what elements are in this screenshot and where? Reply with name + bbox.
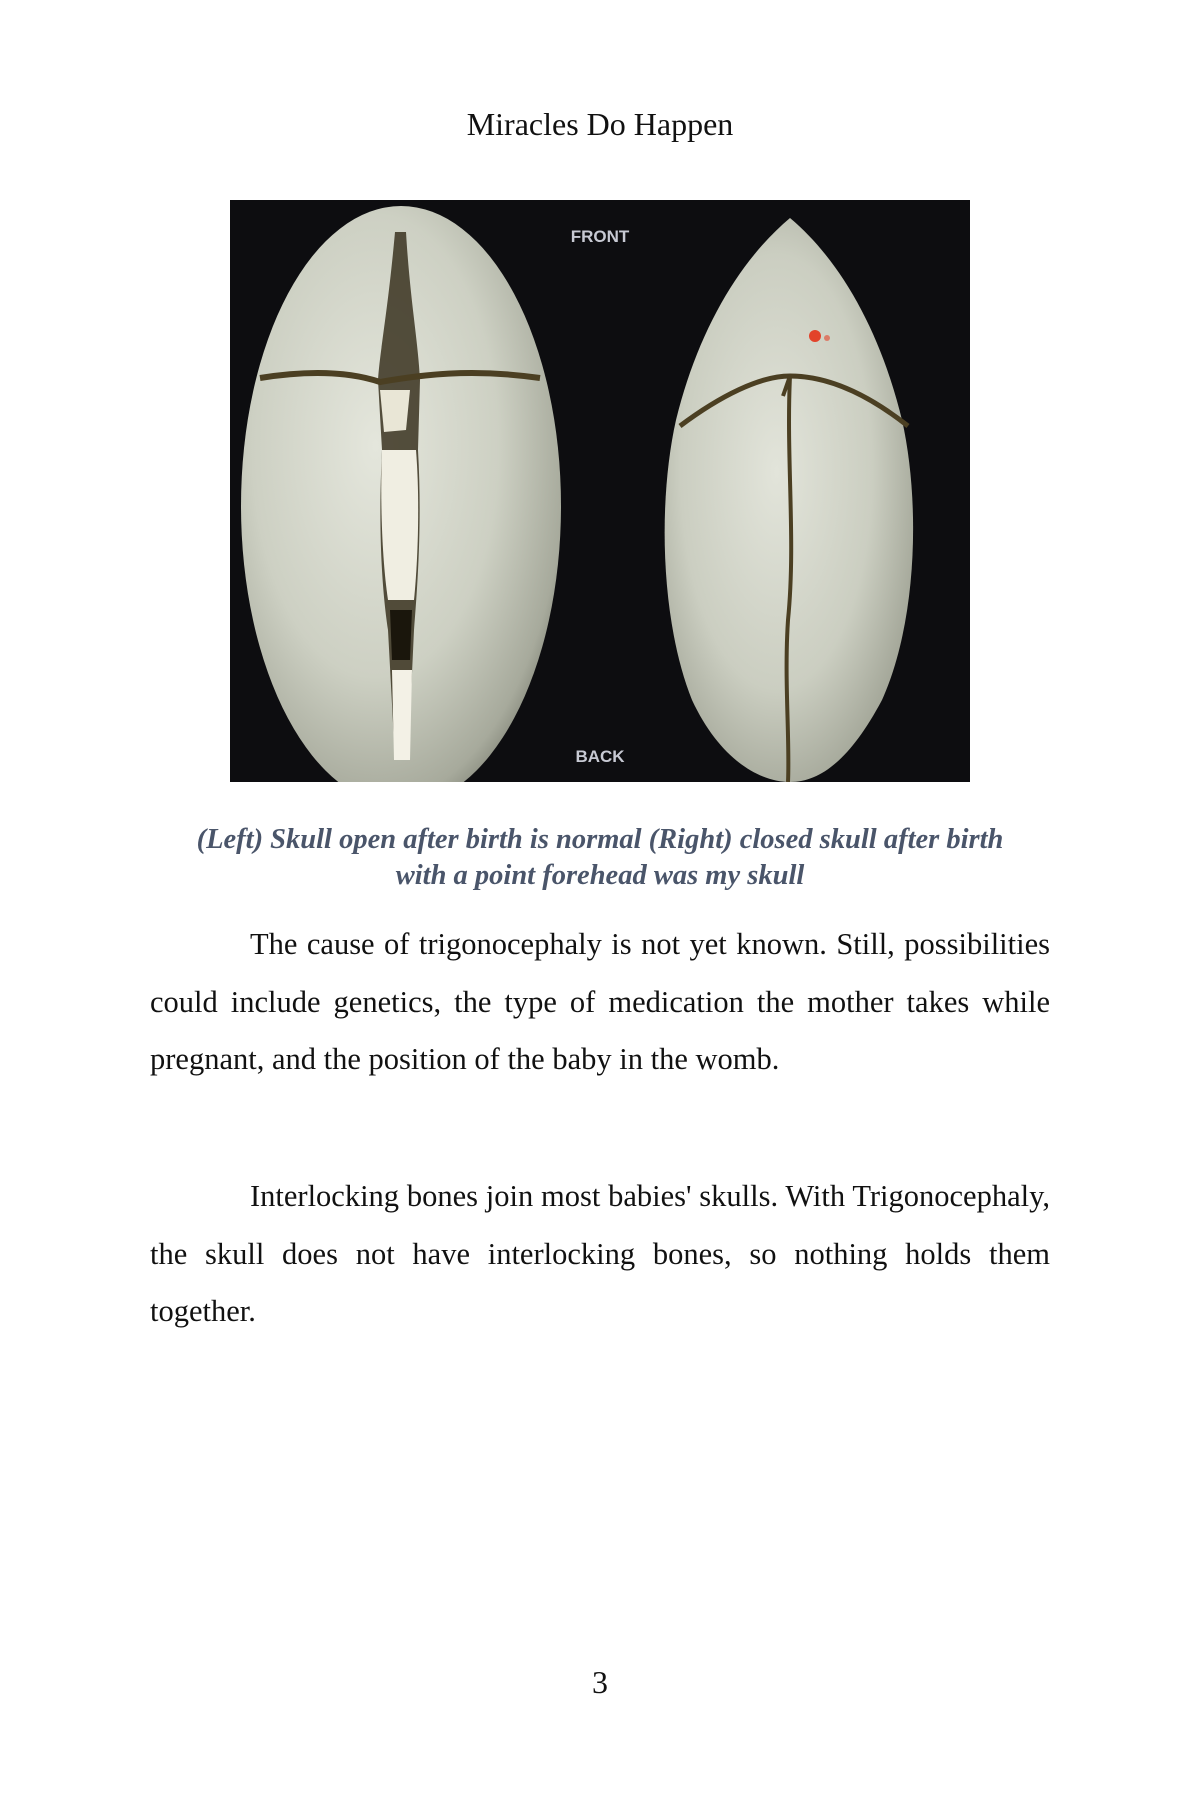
running-title: Miracles Do Happen	[466, 106, 734, 142]
label-back: BACK	[575, 747, 625, 766]
label-front: FRONT	[570, 227, 630, 246]
figure-caption	[150, 822, 1050, 894]
skull-comparison-figure	[230, 200, 970, 782]
skull-comparison-image	[230, 200, 970, 782]
page-number: 3	[592, 1664, 608, 1700]
left-skull-open-sutures	[241, 206, 561, 782]
paragraph-interlocking-bones: Interlocking bones join most babies' skulls. With Trigonocephaly, the skull does not have interlocking bones, so nothing holds them together.	[150, 1179, 1050, 1328]
caption-line-1: (Left) Skull open after birth is normal (Right) closed skull after birth	[196, 824, 1004, 855]
caption-line-2: with a point forehead was my skull	[395, 860, 805, 891]
paragraph-cause: The cause of trigonocephaly is not yet known. Still, possibilities could include genetics, the type of medication the mother takes while pregnant, and the position of the baby in the womb.	[150, 927, 1050, 1076]
